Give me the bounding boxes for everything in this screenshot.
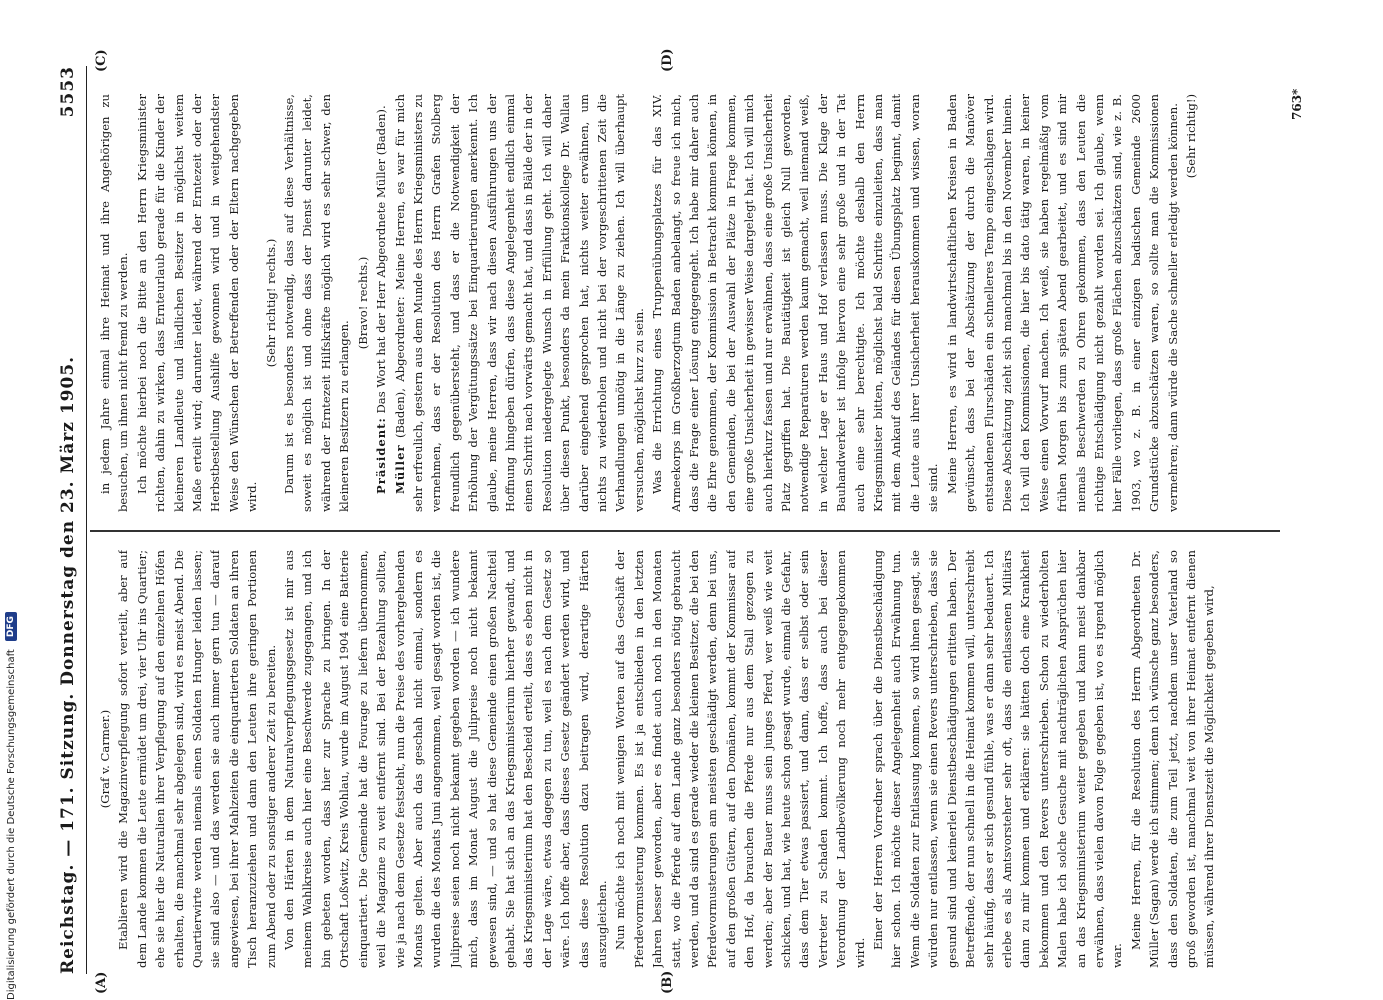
paragraph: in jedem Jahre einmal ihre Heimat und ihre Angehörigen zu besuchen, um ihnen nicht fremd zu werden. — [98, 94, 131, 512]
speaker-text: (Baden), Abgeordneter: Meine Herren, es war für mich sehr erfreulich, gestern aus dem Munde des Herrn Kriegsministers zu vernehmen, dass er der Resolution des Herrn Grafen Stolberg freundlich gegenübersteht, und dass er die Notwendigkeit der Erhöhung der Vergütungssätze bei Einquartierungen anerkennt. Ich glaube, meine Herren, dass wir nach diesen Ausführungen uns der Hoffnung hingeben dürfen, dass diese Angelegenheit endlich einmal einen Schritt nach vorwärts gemacht hat, und dass in Bälde der in der Resolution niedergelegte Wunsch in Erfüllung geht. Ich will daher über diesen Punkt, besonders da mein Fraktionskollege Dr. Wallau darüber eingehend gesprochen hat, nichts weiter erwähnen, um nichts zu wiederholen und nicht bei der vorgeschrittenen Zeit die Verhandlungen unnötig in die Länge zu ziehen. Ich will überhaupt versuchen, möglichst kurz zu sein. — [392, 94, 646, 512]
digitization-notice — [0, 0, 22, 1000]
page-number: 5553 — [58, 66, 78, 118]
paragraph: Etablieren wird die Magazinverpflegung sofort verteilt, aber auf dem Lande kommen die Leute ermüdet um drei, vier Uhr ins Quartier; ehe sie hier die Naturalien ihrer Verpflegung auf den einzelnen Höfen erhalten, die manchmal sehr abgelegen sind, wird es meist Abend. Die Quartierwirte werden niemals einen Soldaten Hunger leiden lassen; sie sind also — und das werden sie auch immer gern tun — darauf angewiesen, bei ihrer Mahlzeiten die einquartierten Soldaten an ihren Tisch heranzuziehen und dann den Leuten ihre geringen Portionen zum Abend oder zu sonstiger anderer Zeit zu bereiten. — [116, 550, 278, 968]
interjection: (Sehr richtig! rechts.) — [263, 238, 278, 368]
interjection: (Sehr richtig!) — [1183, 94, 1198, 179]
interjection: (Bravo! rechts.) — [355, 256, 370, 350]
president-text: Das Wort hat der Herr Abgeordnete Müller (Baden). — [374, 105, 389, 414]
paragraph: Was die Errichtung eines Truppenübungsplatzes für das XIV. Armeekorps im Großherzogtum Baden anbelangt, so freue ich mich, dass die Frage einer Lösung entgegengeht. Ich habe mir daher auch die Ehre genommen, der Kommission in Betracht kommen können, in den Gemeinden, die bei der Auswahl der Plätze in Frage kommen, eine große Unsicherheit in gewisser Weise dargelegt hat. Ich will mich auch hierkurz fassen und nur erwähnen, dass eine große Unsicherheit Platz gegriffen hat. Die Bautätigkeit ist gleich Null geworden, notwendige Reparaturen werden kaum gemacht, weil niemand weiß, in welcher Lage er Haus und Hof verlassen muss. Die Klage der Bauhandwerker ist infolge hiervon eine sehr große und in der Tat auch eine sehr berechtigte. Ich möchte deshalb den Herrn Kriegsminister bitten, möglichst bald Schritte einzuleiten, dass man mit dem Ankauf des Geländes für diesen Übungsplatz beginnt, damit die Leute aus ihrer Unsicherheit herauskommen und wissen, woran sie sind. — [650, 94, 941, 512]
document-page — [50, 40, 1335, 1000]
president-statement — [372, 94, 390, 512]
margin-marker-c: (C) — [94, 49, 109, 72]
margin-marker-d: (D) — [660, 48, 675, 72]
speaker-paragraph — [391, 94, 649, 512]
margin-marker-a: (A) — [94, 971, 109, 994]
signature-mark: 763* — [1290, 88, 1304, 120]
page-header — [50, 66, 87, 974]
paragraph: Darum ist es besonders notwendig, dass auf diese Verhältnisse, soweit es möglich ist und ohne dass der Dienst darunter leidet, während der Erntezeit Hilfskräfte möglich wird es sehr schwer, den kleineren Besitzern zu erlangen. — [282, 94, 352, 512]
header-title: Reichstag. — 171. Sitzung. Donnerstag den 23. März 1905. — [58, 355, 78, 974]
paragraph: Ich möchte hierbei noch die Bitte an den Herrn Kriegsminister richten, dahin zu wirken, dass Ernteurlaub gerade für die Kinder der kleineren Landleute und ländlichen Besitzer in möglichst weitem Maße erteilt wird; darunter leidet, während der Erntezeit oder der Herbstbestellung Aushilfe gewonnen wird und in weitgehendster Weise den Wünschen der Betreffenden oder der Eltern nachgegeben wird. — [134, 94, 260, 512]
column-divider — [90, 531, 1280, 533]
paragraph: Meine Herren, für die Resolution des Herrn Abgeordneten Dr. Müller (Sagan) werde ich stimmen; denn ich wünsche ganz besonders, dass den Soldaten, die zum Teil jetzt, nachdem unser Vaterland so groß geworden ist, manchmal weit von ihrer Heimat entfernt dienen müssen, während ihrer Dienstzeit die Möglichkeit gegeben wird, — [1128, 550, 1217, 968]
speaker-name: Müller — [392, 444, 407, 494]
speaker-reference: (Graf v. Carmer.) — [98, 709, 112, 809]
paragraph: Von den Härten in dem Naturalverpflegungsgesetz ist mir aus meinem Wahlkreise auch hier eine Beschwerde zugegangen, und ich bin gebeten worden, dass hier zur Sprache zu bringen. In der Ortschaft Loßwitz, Kreis Wohlau, wurde im August 1904 eine Batterie einquartiert. Die Gemeinde hat die Fourage zu liefern übernommen, weil die Magazine zu weit entfernt sind. Bei der Bezahlung sollten, wie ja nach dem Gesetze feststeht, nun die Preise des vorhergehenden Monats gelten. Aber auch das geschah nicht einmal, sondern es wurden die des Monats Juni angenommen, weil gesagt worden ist, die Julipreise seien noch nicht bekannt gegeben worden — ich wundere mich, dass im Monat August die Julipreise noch nicht bekannt gewesen sind, — und so hat diese Gemeinde einen großen Nachteil gehabt. Sie hat sich an das Kriegsministerium hierher gewandt, und das Kriegsministerium hat den Bescheid erteilt, dass es eben nicht in der Lage wäre, etwas dagegen zu tun, weil es nach dem Gesetz so wäre. Ich hoffe aber, dass dieses Gesetz geändert werden wird, und dass diese Resolution dazu beitragen wird, derartige Härten auszugleichen. — [282, 550, 609, 968]
dfg-logo: DFG — [5, 612, 17, 641]
president-label: Präsident: — [374, 417, 389, 494]
right-column — [96, 94, 1276, 512]
paragraph: Einer der Herren Vorredner sprach über die Dienstbeschädigung hier schon. Ich möchte dieser Angelegenheit auch Erwähnung tun. Wenn die Soldaten zur Entlassung kommen, so wird ihnen gesagt, sie würden nur entlassen, wenn sie einen Revers unterschrieben, dass sie gesund sind und keinerlei Dienstbeschädigungen erlitten haben. Der Betreffende, der nun schnell in die Heimat kommen will, unterschreibt sehr häufig, dass er sich gesund fühle, was er dann sehr bedauert. Ich erlebe es als Amtsvorsteher sehr oft, dass die entlassenen Militärs dann zu mir kommen und erklären: sie hätten doch eine Krankheit bekommen und den Revers unterschrieben. Schon zu wiederholten Malen habe ich solche Gesuche mit nachträglichen Ansprüchen hier an das Kriegsministerium weiter gegeben und kann meist dankbar erwähnen, dass vielen davon Folge gegeben ist, wo es irgend möglich war. — [871, 550, 1125, 968]
margin-marker-b: (B) — [660, 970, 675, 994]
notice-text: Digitalisierung gefördert durch die Deutsche Forschungsgemeinschaft — [5, 649, 17, 1000]
paragraph: Meine Herren, es wird in landwirtschaftlichen Kreisen in Baden gewünscht, dass bei der Abschätzung der durch die Manöver entstandenen Flurschäden ein schnelleres Tempo eingeschlagen wird. Diese Abschätzung zieht sich manchmal bis in den November hinein. Ich will den Kommissionen, die hier bis dato tätig waren, in keiner Weise einen Vorwurf machen. Ich weiß, sie haben regelmäßig vom frühen Morgen bis zum späten Abend gearbeitet, und es sind mir niemals Beschwerden zu Ohren gekommen, dass den Leuten die richtige Entschädigung nicht gezahlt worden sei. Ich glaube, wenn hier Fälle vorliegen, dass große Flächen abzuschätzen sind, wie z. B. 1903, wo z. B. in einer einzigen badischen Gemeinde 2600 Grundstücke abzuschätzen waren, so sollte man die Kommissionen vermehren; dann würde die Sache schneller erledigt werden können. — [944, 94, 1180, 512]
left-column — [96, 550, 1276, 968]
paragraph: Nun möchte ich noch mit wenigen Worten auf das Geschäft der Pferdevormusterung kommen. Es ist ja entschieden in den letzten Jahren besser geworden, aber es findet auch noch in den Monaten statt, wo die Pferde auf dem Lande ganz besonders nötig gebraucht werden, und da sind es gerade wieder die kleinen Besitzer, die bei den Pferdevormusterungen am meisten geschädigt werden, denn bei uns, auf den großen Gütern, auf den Domänen, kommt der Kommissar auf den Hof, da brauchen die Pferde nur aus dem Stall gezogen zu werden; aber der Bauer muss sein junges Pferd, wer weiß wie weit schicken, und hat, wie heute schon gesagt wurde, einmal die Gefahr, dass dem Tier etwas passiert, und dann, dass er selbst oder sein Vertreter zu Schaden kommt. Ich hoffe, dass auch bei dieser Verordnung der Landbevölkerung noch mehr entgegengekommen wird. — [613, 550, 867, 968]
